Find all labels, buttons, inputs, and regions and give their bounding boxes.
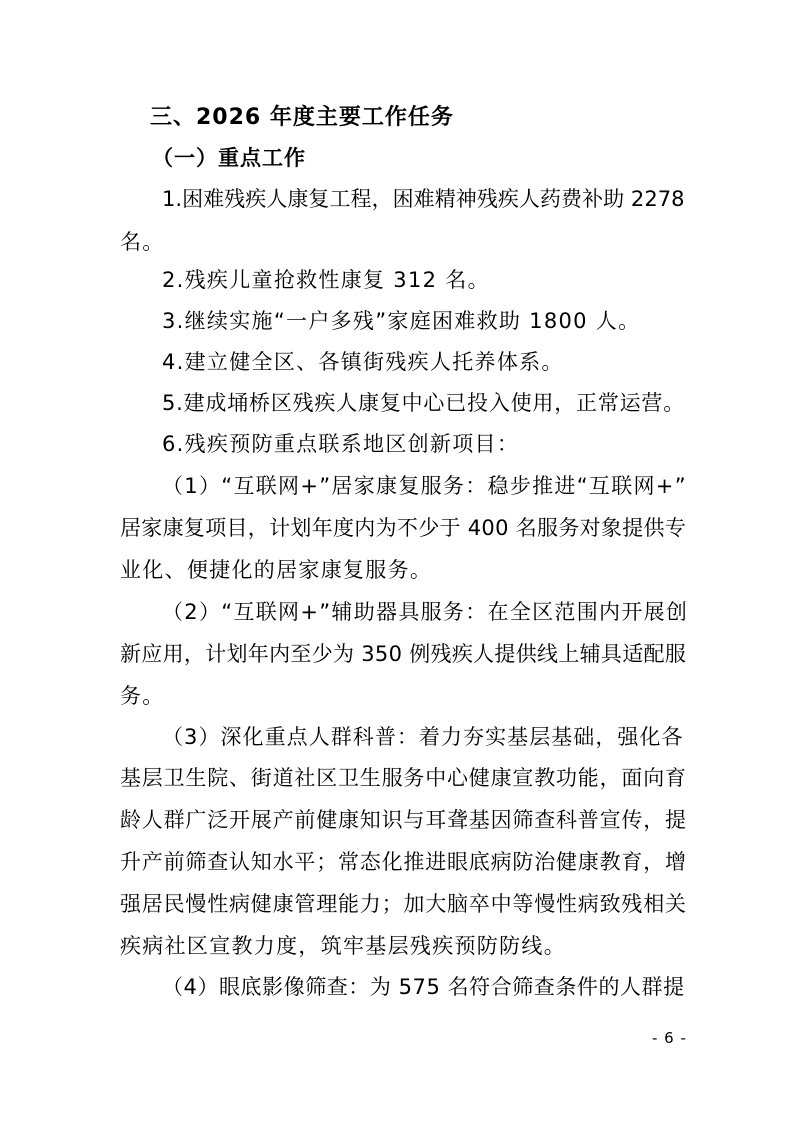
section-heading: 三、2026 年度主要工作任务 [150,105,454,130]
body-line: 升产前筛查认知水平；常态化推进眼底病防治健康教育，增 [120,850,687,874]
body-line: 1.困难残疾人康复工程，困难精神残疾人药费补助 2278 [162,187,685,211]
body-line: 名。 [120,230,165,254]
body-line: （2）“互联网+”辅助器具服务：在全区范围内开展创 [162,600,689,624]
body-line: 务。 [120,684,165,708]
body-line: （3）深化重点人群科普：着力夯实基层基础，强化各 [162,725,684,749]
body-line: 4.建立健全区、各镇街残疾人托养体系。 [162,350,564,374]
body-line: 业化、便捷化的居家康复服务。 [120,558,433,582]
body-line: 强居民慢性病健康管理能力；加大脑卒中等慢性病致残相关 [120,892,687,916]
body-line: 3.继续实施“一户多残”家庭困难救助 1800 人。 [162,309,641,333]
subsection-heading: （一）重点工作 [152,146,306,170]
body-line: 5.建成埇桥区残疾人康复中心已投入使用，正常运营。 [162,391,686,415]
body-line: 基层卫生院、街道社区卫生服务中心健康宣教功能，面向育 [120,766,687,790]
body-line: 居家康复项目，计划年度内为不少于 400 名服务对象提供专 [120,516,687,540]
body-line: 新应用，计划年内至少为 350 例残疾人提供线上辅具适配服 [120,642,687,666]
body-line: （1）“互联网+”居家康复服务：稳步推进“互联网+” [162,474,687,498]
body-line: 6.残疾预防重点联系地区创新项目： [162,432,520,456]
body-line: （4）眼底影像筛查：为 575 名符合筛查条件的人群提 [162,975,685,999]
body-line: 疾病社区宣教力度，筑牢基层残疾预防防线。 [120,934,566,958]
body-line: 2.残疾儿童抢救性康复 312 名。 [162,268,490,292]
body-line: 龄人群广泛开展产前健康知识与耳聋基因筛查科普宣传，提 [120,808,687,832]
page-number: - 6 - [652,1029,687,1047]
